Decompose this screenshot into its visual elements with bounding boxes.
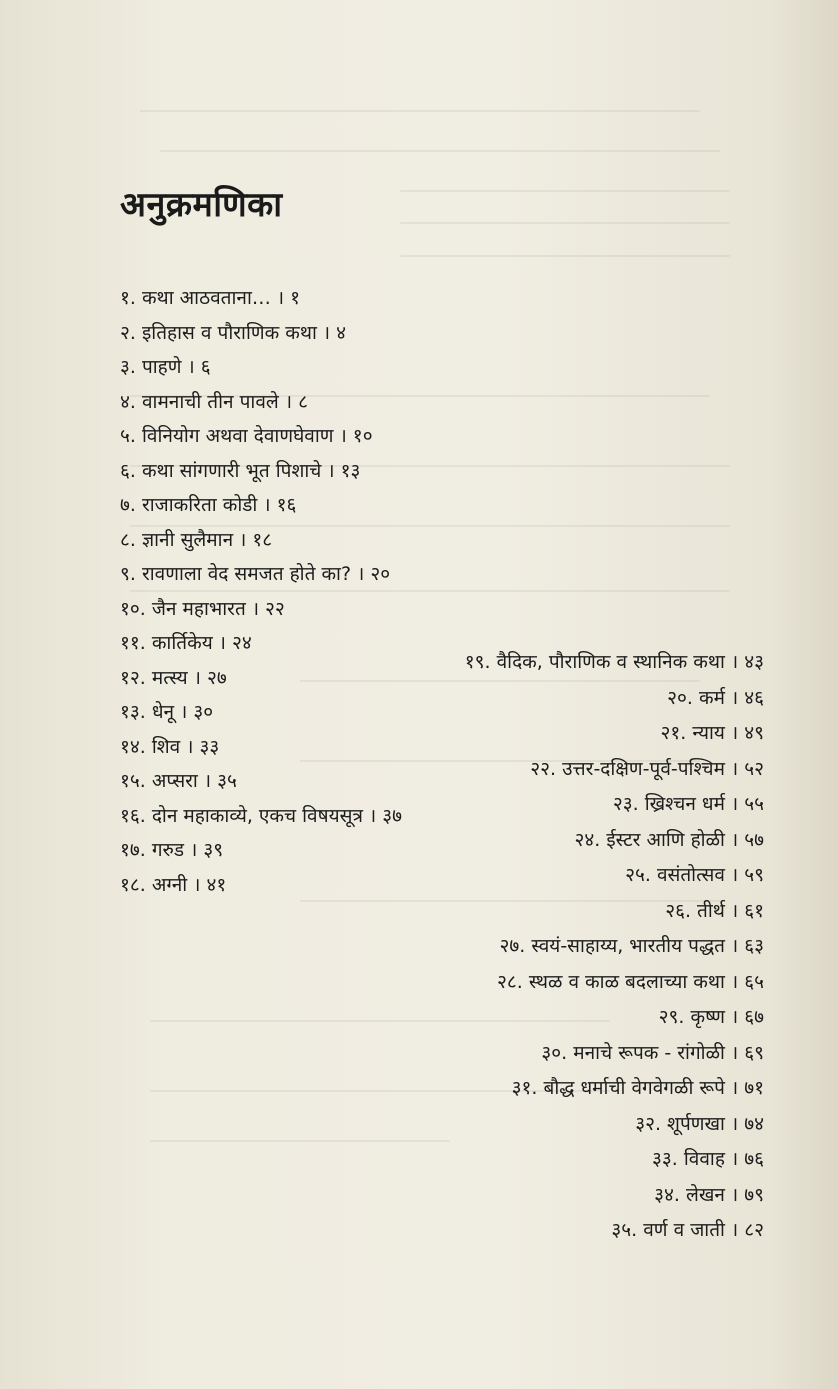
toc-entry: ३१. बौद्ध धर्माची वेगवेगळी रूपे । ७१ <box>511 1077 764 1099</box>
toc-entry: १५. अप्सरा । ३५ <box>120 770 237 792</box>
toc-entry: २०. कर्म । ४६ <box>667 686 764 709</box>
toc-entry: २२. उत्तर-दक्षिण-पूर्व-पश्चिम । ५२ <box>530 757 764 780</box>
toc-entry: २६. तीर्थ । ६१ <box>665 899 764 922</box>
toc-entry: २३. ख्रिश्चन धर्म । ५५ <box>612 793 764 815</box>
toc-entry: १०. जैन महाभारत । २२ <box>120 597 285 620</box>
toc-entry: ३४. लेखन । ७९ <box>654 1183 764 1206</box>
toc-entry: २९. कृष्ण । ६७ <box>658 1006 764 1028</box>
toc-entry: २५. वसंतोत्सव । ५९ <box>625 864 764 886</box>
toc-entry: ११. कार्तिकेय । २४ <box>120 632 252 654</box>
toc-entry: १४. शिव । ३३ <box>120 735 220 758</box>
toc-entry: ४. वामनाची तीन पावले । ८ <box>120 390 308 413</box>
toc-list-right <box>204 645 764 1249</box>
toc-entry: ३३. विवाह । ७६ <box>652 1148 764 1170</box>
toc-entry: १६. दोन महाकाव्ये, एकच विषयसूत्र । ३७ <box>120 804 402 827</box>
toc-entry: २४. ईस्टर आणि होळी । ५७ <box>574 828 764 851</box>
toc-entry: ३. पाहणे । ६ <box>120 356 211 378</box>
toc-entry: २. इतिहास व पौराणिक कथा । ४ <box>120 321 347 344</box>
toc-entry: १९. वैदिक, पौराणिक व स्थानिक कथा । ४३ <box>464 651 764 673</box>
toc-entry: १२. मत्स्य । २७ <box>120 666 227 689</box>
toc-entry: ९. रावणाला वेद समजत होते का? । २० <box>120 563 391 585</box>
toc-entry: १. कथा आठवताना… । १ <box>120 287 301 309</box>
toc-entry: ३०. मनाचे रूपक - रांगोळी । ६९ <box>541 1041 764 1064</box>
toc-entry: ६. कथा सांगणारी भूत पिशाचे । १३ <box>120 459 361 482</box>
toc-entry: ५. विनियोग अथवा देवाणघेवाण । १० <box>120 425 373 447</box>
toc-entry: २१. न्याय । ४९ <box>660 722 764 744</box>
page-title: अनुक्रमणिका <box>120 185 283 225</box>
toc-entry: ३५. वर्ण व जाती । ८२ <box>611 1219 764 1241</box>
toc-entry: २८. स्थळ व काळ बदलाच्या कथा । ६५ <box>496 970 764 993</box>
toc-entry: २७. स्वयं-साहाय्य, भारतीय पद्धत । ६३ <box>499 935 764 957</box>
toc-entry: ८. ज्ञानी सुलैमान । १८ <box>120 528 273 551</box>
toc-entry: ७. राजाकरिता कोडी । १६ <box>120 494 297 516</box>
toc-entry: १३. धेनू । ३० <box>120 701 214 723</box>
toc-entry: १७. गरुड । ३९ <box>120 839 224 861</box>
toc-entry: ३२. शूर्पणखा । ७४ <box>635 1112 764 1135</box>
toc-entry: १८. अग्नी । ४१ <box>120 873 227 896</box>
